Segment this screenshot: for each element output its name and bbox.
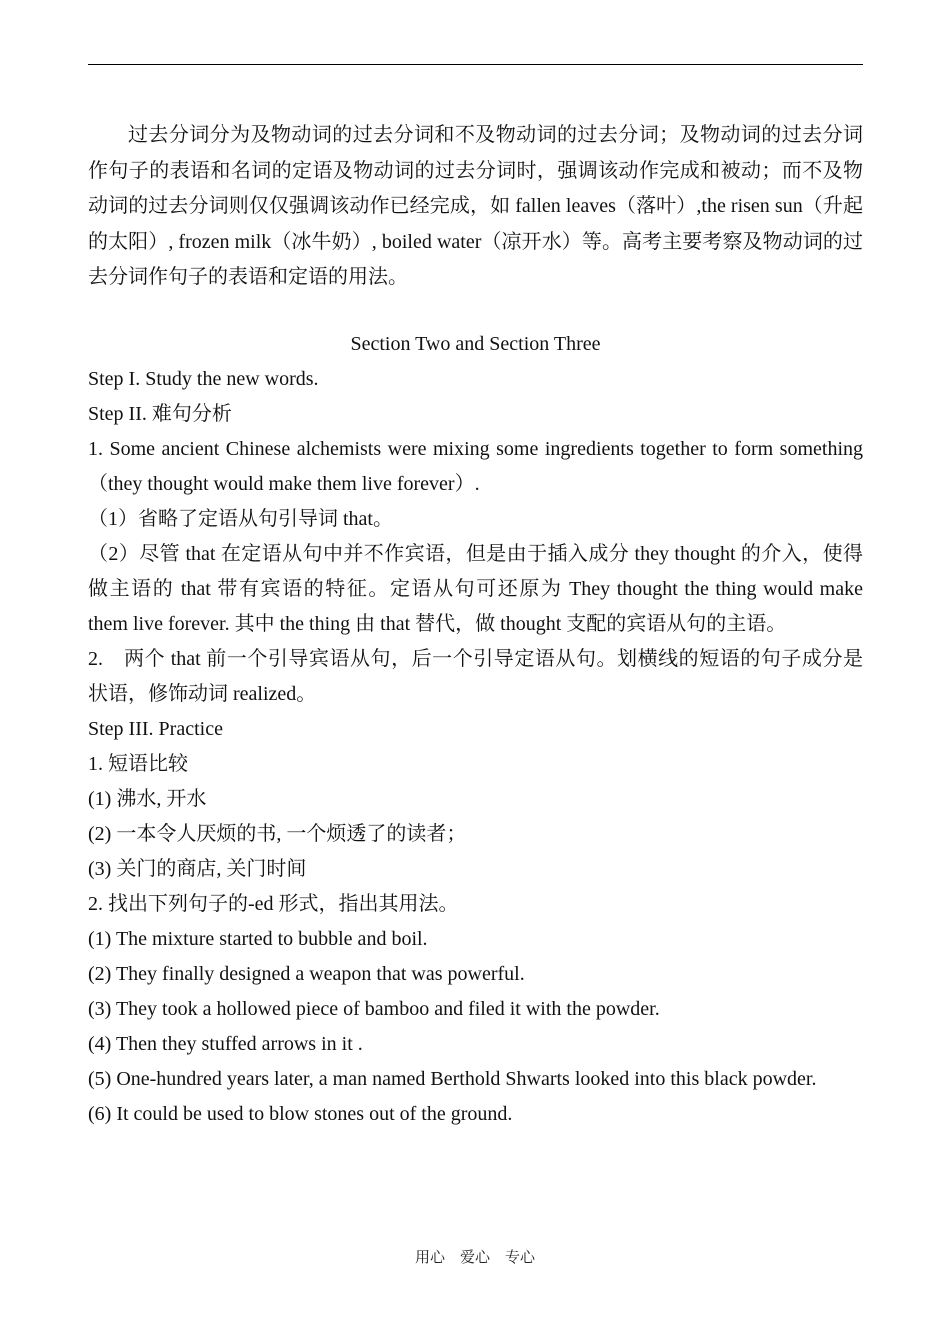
practice-q2-title: 2. 找出下列句子的-ed 形式，指出其用法。 <box>88 892 459 915</box>
step-2-heading: Step II. 难句分析 <box>88 402 232 425</box>
practice-q2-item: (2) They finally designed a weapon that was powerful. <box>88 962 525 985</box>
step-3-heading: Step III. Practice <box>88 717 223 740</box>
practice-q1-item: (3) 关门的商店, 关门时间 <box>88 857 307 880</box>
analysis-sentence-1: 1. Some ancient Chinese alchemists were mixing some ingredients together to form something（they thought would make them live forever）. <box>88 437 863 495</box>
intro-paragraph: 过去分词分为及物动词的过去分词和不及物动词的过去分词；及物动词的过去分词作句子的表语和名词的定语及物动词的过去分词时，强调该动作完成和被动；而不及物动词的过去分词则仅仅强调该动作已经完成，如 fallen leaves（落叶）,the risen sun（升起的太阳）, frozen milk（冰牛奶）, boiled water（凉开水）等。高考主要考察及物动词的过去分词作句子的表语和定语的用法。 <box>88 124 863 288</box>
practice-q2-item: (6) It could be used to blow stones out of the ground. <box>88 1102 513 1125</box>
step-1-heading: Step I. Study the new words. <box>88 367 319 390</box>
practice-q2-item: (3) They took a hollowed piece of bamboo and filed it with the powder. <box>88 997 660 1020</box>
analysis-note-1: （1）省略了定语从句引导词 that。 <box>88 507 393 530</box>
section-title: Section Two and Section Three <box>350 332 601 355</box>
practice-q1-item: (2) 一本令人厌烦的书, 一个烦透了的读者； <box>88 822 467 845</box>
document-body <box>88 118 863 1132</box>
practice-q2-item: (1) The mixture started to bubble and boil. <box>88 927 428 950</box>
analysis-sentence-2: 2. 两个 that 前一个引导宾语从句，后一个引导定语从句。划横线的短语的句子成分是 状语，修饰动词 realized。 <box>88 647 863 705</box>
practice-q1-item: (1) 沸水, 开水 <box>88 787 207 810</box>
practice-q2-item: (4) Then they stuffed arrows in it . <box>88 1032 363 1055</box>
practice-q2-item: (5) One-hundred years later, a man named Berthold Shwarts looked into this black powder. <box>88 1067 817 1090</box>
page-footer: 用心 爱心 专心 <box>414 1248 535 1266</box>
analysis-note-2: （2）尽管 that 在定语从句中并不作宾语，但是由于插入成分 they thought 的介入，使得做主语的 that 带有宾语的特征。定语从句可还原为 They thought the thing would make them live forever. 其中 the thing 由 that 替代，做 thought 支配的宾语从句的主语。 <box>88 542 863 635</box>
header-rule <box>88 64 863 65</box>
section-gap <box>88 296 863 327</box>
practice-q1-title: 1. 短语比较 <box>88 752 188 775</box>
